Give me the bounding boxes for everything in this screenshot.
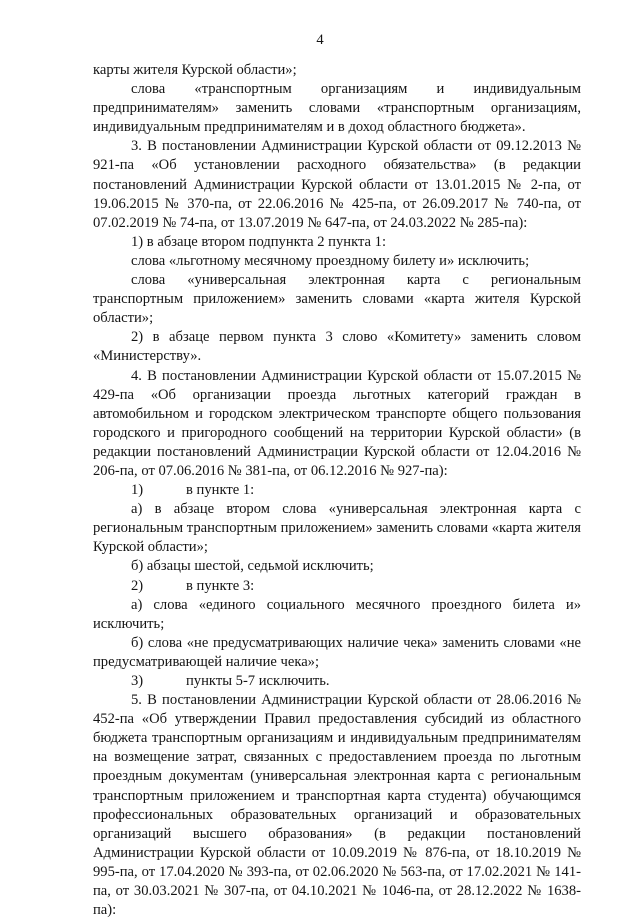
subitem — [93, 672, 581, 691]
paragraph-item-3: 3. В постановлении Администрации Курской области от 09.12.2013 № 921-па «Об установлении расходного обязательства» (в редакции постановлений Администрации Курской области от 13.01.2015 № 2-па, от 19.06.2015 № 370-па, от 22.06.2016 № 425-па, от 26.09.2017 № 740-па, от 07.02.2019 № 74-па, от 13.07.2019 № 647-па, от 24.03.2022 № 285-па): — [93, 138, 581, 231]
paragraph: б) слова «не предусматривающих наличие чека» заменить словами «не предусматривающей наличие чека»; — [93, 634, 581, 670]
subitem-text: пункты 5-7 исключить. — [186, 673, 330, 689]
paragraph: 1) в абзаце втором подпункта 2 пункта 1: — [131, 233, 387, 250]
paragraph: слова «универсальная электронная карта с региональным транспортным приложением» заменить словами «карта жителя Курской области»; — [93, 272, 581, 327]
subitem-number: 2) — [131, 577, 144, 594]
page-number: 4 — [316, 32, 324, 48]
paragraph: слова «льготному месячному проездному билету и» исключить; — [131, 252, 530, 269]
subitem-number: 1) — [131, 482, 144, 499]
paragraph: а) слова «единого социального месячного проездного билета и» исключить; — [93, 596, 581, 632]
paragraph: слова «транспортным организациям и индивидуальным предпринимателям» заменить словами «транспортным организациям, индивидуальным предпринимателям и в доход областного бюджета». — [93, 81, 581, 136]
subitem — [93, 481, 581, 500]
subitem-text: в пункте 3: — [186, 577, 255, 594]
document-body — [93, 61, 581, 920]
subitem-text: в пункте 1: — [186, 482, 255, 499]
paragraph: 2) в абзаце первом пункта 3 слово «Комитету» заменить словом «Министерству». — [93, 329, 581, 365]
paragraph-item-5: 5. В постановлении Администрации Курской области от 28.06.2016 № 452-па «Об утверждении Правил предоставления субсидий из областного бюджета транспортным организациям и индивидуальным предпринимателям на возмещение затрат, связанных с предоставлением проезда по льготным проездным документам (универсальная электронная карта с региональным транспортным приложением и транспортная карта студента) обучающимся профессиональных образовательных организаций и образовательных организаций высшего образования» (в редакции постановлений Администрации Курской области от 10.09.2019 № 876-па, от 18.10.2019 № 995-па, от 17.04.2020 № 393-па, от 02.06.2020 № 563-па, от 17.02.2021 № 141-па, от 30.03.2021 № 307-па, от 04.10.2021 № 1046-па, от 28.12.2022 № 1638-па): — [93, 692, 581, 919]
subitem — [93, 577, 581, 596]
paragraph-item-4: 4. В постановлении Администрации Курской области от 15.07.2015 № 429-па «Об организации проезда льготных категорий граждан в автомобильном и городском электрическом транспорте общего пользования городского и пригородного сообщений на территории Курской области» (в редакции постановлений Администрации Курской области от 12.04.2016 № 206-па, от 07.06.2016 № 381-па, от 06.12.2016 № 927-па): — [93, 367, 581, 479]
subitem-number: 3) — [131, 673, 144, 689]
paragraph: б) абзацы шестой, седьмой исключить; — [131, 558, 374, 575]
paragraph: а) в абзаце втором слова «универсальная электронная карта с региональным транспортным приложением» заменить словами «карта жителя Курской области»; — [93, 501, 581, 556]
paragraph-continuation: карты жителя Курской области»; — [93, 62, 297, 78]
